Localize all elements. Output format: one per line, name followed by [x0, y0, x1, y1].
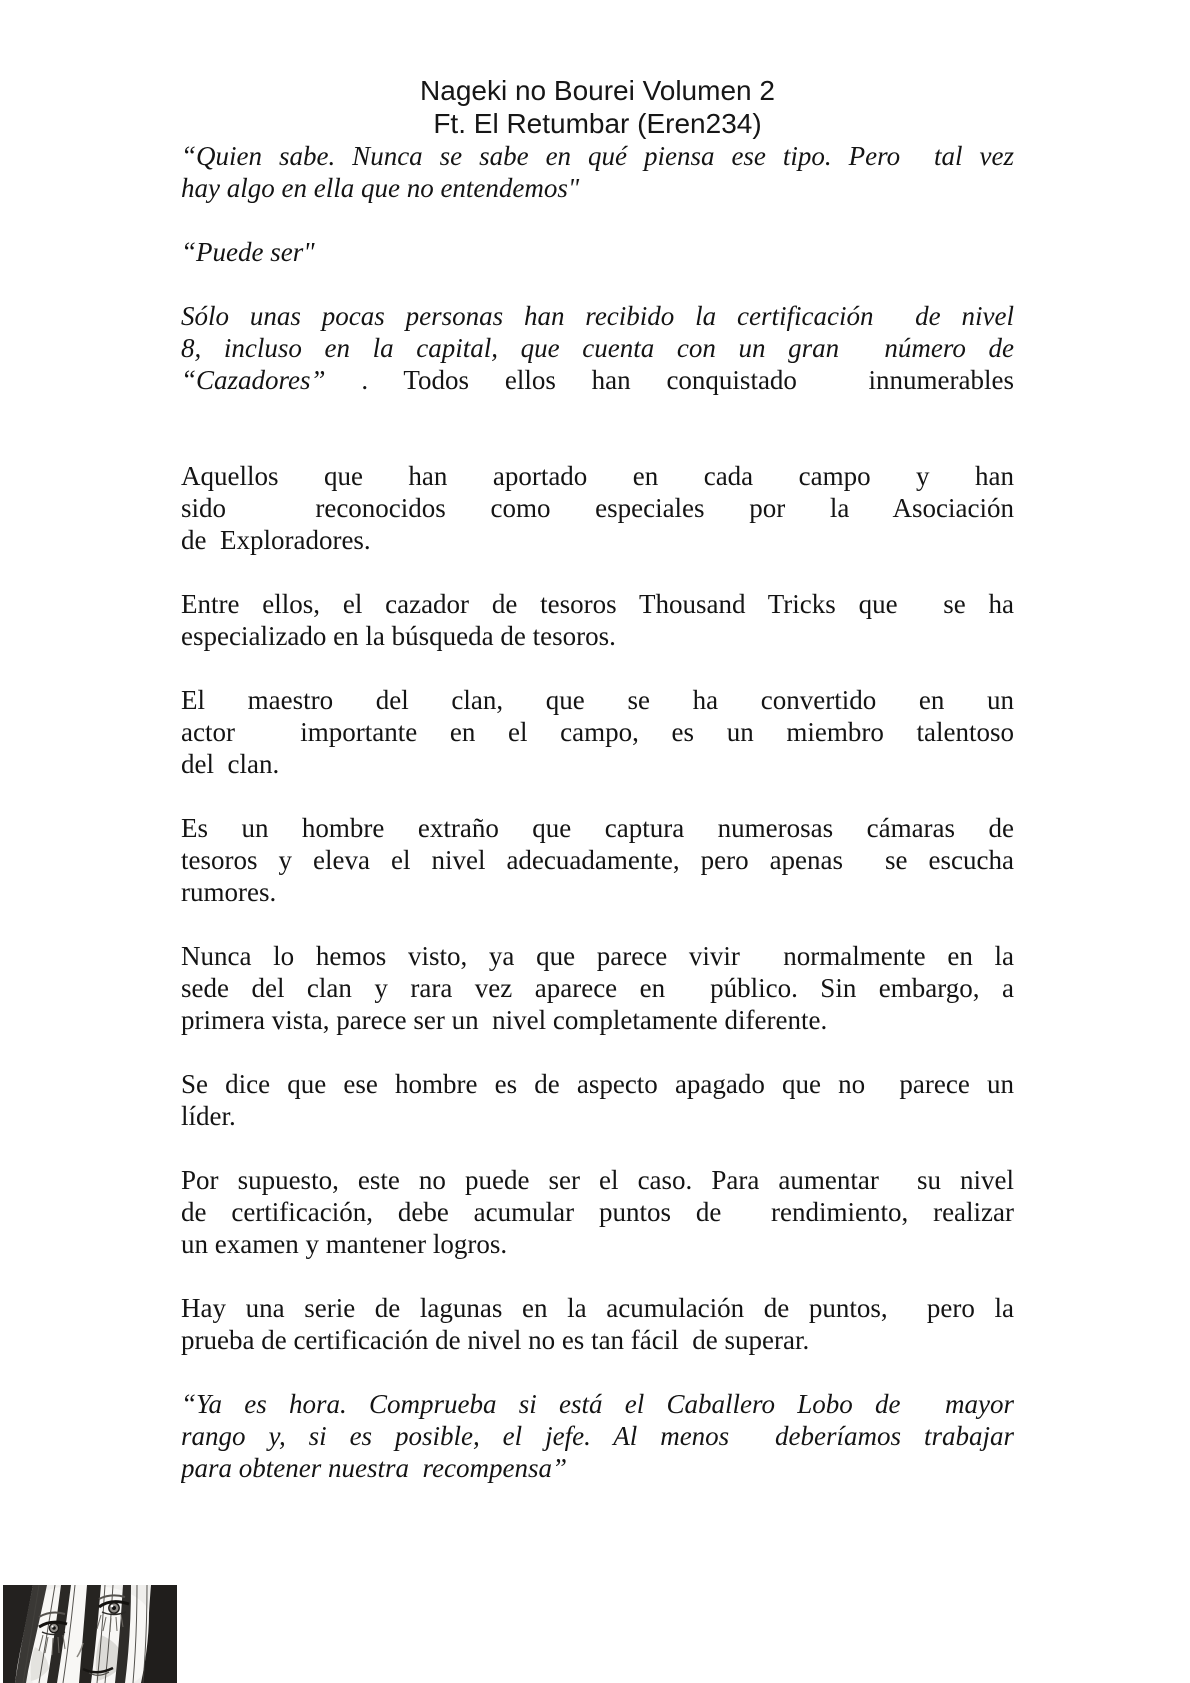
- text-run: de Exploradores.: [181, 525, 371, 555]
- text-run: 8, incluso en la capital, que cuenta con un gran número de: [181, 333, 1014, 363]
- paragraph-8: [181, 940, 1014, 1036]
- text-line: [181, 876, 1014, 908]
- text-run: hay algo en ella que no entendemos": [181, 173, 580, 203]
- document-header: [181, 74, 1014, 140]
- text-line: [181, 588, 1014, 620]
- text-line: [181, 684, 1014, 716]
- paragraph-6: [181, 684, 1014, 780]
- document-title-line-2: Ft. El Retumbar (Eren234): [433, 108, 762, 139]
- text-run: actor importante en el campo, es un miembro talentoso: [181, 717, 1014, 747]
- manga-face-illustration: [3, 1585, 177, 1683]
- text-line: [181, 236, 1014, 268]
- text-line: [181, 1228, 1014, 1260]
- text-line: [181, 1196, 1014, 1228]
- text-line: [181, 1100, 1014, 1132]
- text-run: líder.: [181, 1101, 236, 1131]
- text-line: [181, 1388, 1014, 1420]
- text-line: [181, 1068, 1014, 1100]
- document-body: [181, 140, 1014, 1484]
- paragraph-3: [181, 300, 1014, 428]
- text-line: [181, 492, 1014, 524]
- text-run: Entre ellos, el cazador de tesoros Thousand Tricks que se ha: [181, 589, 1014, 619]
- text-line: [181, 1452, 1014, 1484]
- text-run: “Cazadores”: [181, 365, 362, 395]
- document-title-line-1: Nageki no Bourei Volumen 2: [420, 75, 775, 106]
- text-line: [181, 620, 1014, 652]
- text-line: [181, 812, 1014, 844]
- text-run: Nunca lo hemos visto, ya que parece vivir normalmente en la: [181, 941, 1014, 971]
- text-line: [181, 940, 1014, 972]
- text-line: [181, 1004, 1014, 1036]
- text-line: [181, 1420, 1014, 1452]
- text-line: [181, 972, 1014, 1004]
- text-run: rango y, si es posible, el jefe. Al menos deberíamos trabajar: [181, 1421, 1014, 1451]
- paragraph-11: [181, 1292, 1014, 1356]
- text-line: [181, 332, 1014, 364]
- text-run: “Ya es hora. Comprueba si está el Caballero Lobo de mayor: [181, 1389, 1014, 1419]
- text-run: Sólo unas pocas personas han recibido la certificación de nivel: [181, 301, 1014, 331]
- paragraph-5: [181, 588, 1014, 652]
- text-run: . Todos ellos han conquistado innumerables: [361, 365, 1014, 395]
- text-run: de certificación, debe acumular puntos de rendimiento, realizar: [181, 1197, 1014, 1227]
- text-run: del clan.: [181, 749, 280, 779]
- text-line: [181, 140, 1014, 172]
- paragraph-12: [181, 1388, 1014, 1484]
- text-line: [181, 748, 1014, 780]
- paragraph-9: [181, 1068, 1014, 1132]
- paragraph-4: [181, 460, 1014, 556]
- text-run: para obtener nuestra recompensa”: [181, 1453, 567, 1483]
- text-run: “Puede ser": [181, 237, 315, 267]
- text-line: [181, 172, 1014, 204]
- text-run: especializado en la búsqueda de tesoros.: [181, 621, 616, 651]
- text-run: primera vista, parece ser un nivel completamente diferente.: [181, 1005, 828, 1035]
- text-run: sido reconocidos como especiales por la Asociación: [181, 493, 1014, 523]
- paragraph-1: [181, 140, 1014, 204]
- text-line: [181, 716, 1014, 748]
- text-line: [181, 300, 1014, 332]
- text-line: [181, 1324, 1014, 1356]
- text-line: [181, 524, 1014, 556]
- manga-face-image: [3, 1585, 177, 1683]
- text-line: [181, 1292, 1014, 1324]
- text-run: El maestro del clan, que se ha convertido en un: [181, 685, 1014, 715]
- text-run: Hay una serie de lagunas en la acumulación de puntos, pero la: [181, 1293, 1014, 1323]
- text-run: sede del clan y rara vez aparece en público. Sin embargo, a: [181, 973, 1014, 1003]
- text-run: prueba de certificación de nivel no es tan fácil de superar.: [181, 1325, 810, 1355]
- text-run: un examen y mantener logros.: [181, 1229, 508, 1259]
- text-run: Por supuesto, este no puede ser el caso. Para aumentar su nivel: [181, 1165, 1014, 1195]
- text-line: [181, 396, 1014, 428]
- text-run: Es un hombre extraño que captura numerosas cámaras de: [181, 813, 1014, 843]
- text-run: “Quien sabe. Nunca se sabe en qué piensa ese tipo. Pero tal vez: [181, 141, 1014, 171]
- text-line: [181, 844, 1014, 876]
- text-run: Se dice que ese hombre es de aspecto apagado que no parece un: [181, 1069, 1014, 1099]
- paragraph-2: [181, 236, 1014, 268]
- paragraph-10: [181, 1164, 1014, 1260]
- text-run: tesoros y eleva el nivel adecuadamente, pero apenas se escucha: [181, 845, 1014, 875]
- text-line: [181, 460, 1014, 492]
- text-run: Aquellos que han aportado en cada campo y han: [181, 461, 1014, 491]
- text-run: rumores.: [181, 877, 277, 907]
- paragraph-7: [181, 812, 1014, 908]
- text-line: [181, 1164, 1014, 1196]
- text-line: [181, 364, 1014, 396]
